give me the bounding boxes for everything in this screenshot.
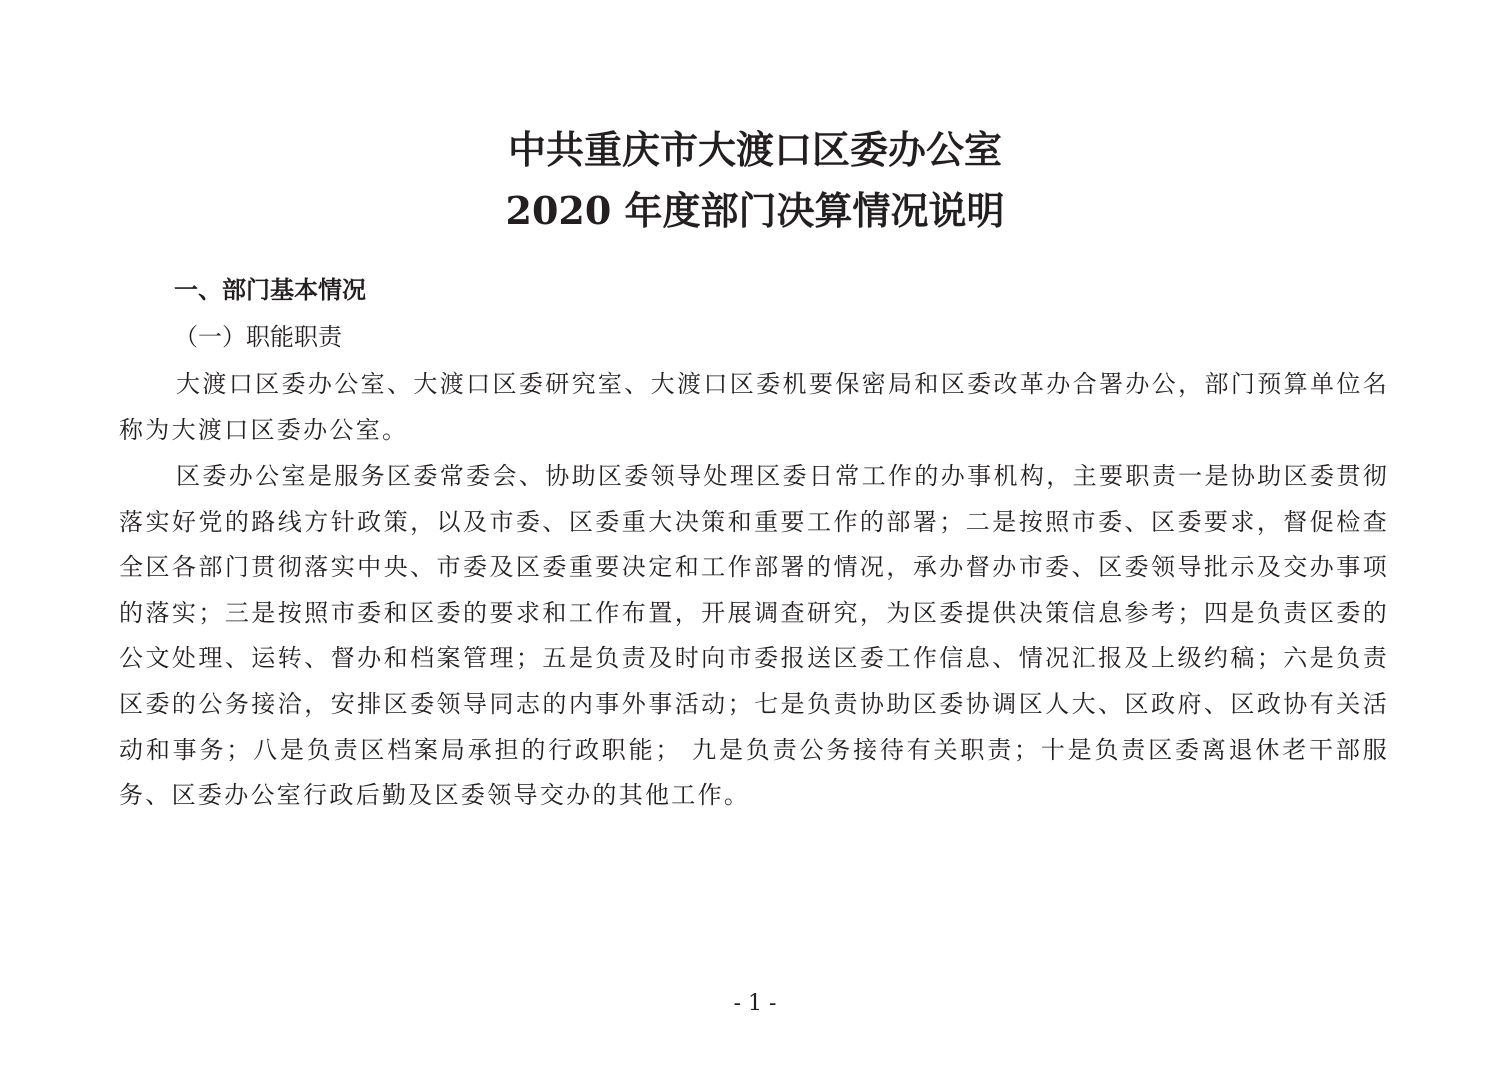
- paragraph-intro: 大渡口区委办公室、大渡口区委研究室、大渡口区委机要保密局和区委改革办合署办公，部门预算单位名称为大渡口区委办公室。: [119, 370, 1389, 444]
- page-number: - 1 -: [733, 991, 777, 1016]
- subsection-heading: （一）职能职责: [174, 323, 342, 351]
- paragraph-duties: 区委办公室是服务区委常委会、协助区委领导处理区委日常工作的办事机构，主要职责一是协助区委贯彻落实好党的路线方针政策，以及市委、区委重大决策和重要工作的部署；二是按照市委、区委要求，督促检查全区各部门贯彻落实中央、市委及区委重要决定和工作部署的情况，承办督办市委、区委领导批示及交办事项的落实；三是按照市委和区委的要求和工作布置，开展调查研究，为区委提供决策信息参考；四是负责区委的公文处理、运转、督办和档案管理；五是负责及时向市委报送区委工作信息、情况汇报及上级约稿；六是负责区委的公务接洽，安排区委领导同志的内事外事活动；七是负责协助区委协调区人大、区政府、区政协有关活动和事务；八是负责区档案局承担的行政职能； 九是负责公务接待有关职责；十是负责区委离退休老干部服务、区委办公室行政后勤及区委领导交办的其他工作。: [119, 462, 1389, 810]
- document-title-line2: 2020 年度部门决算情况说明: [505, 188, 1005, 233]
- document-title-line1: 中共重庆市大渡口区委办公室: [507, 127, 1002, 172]
- section-heading: 一、部门基本情况: [174, 276, 366, 304]
